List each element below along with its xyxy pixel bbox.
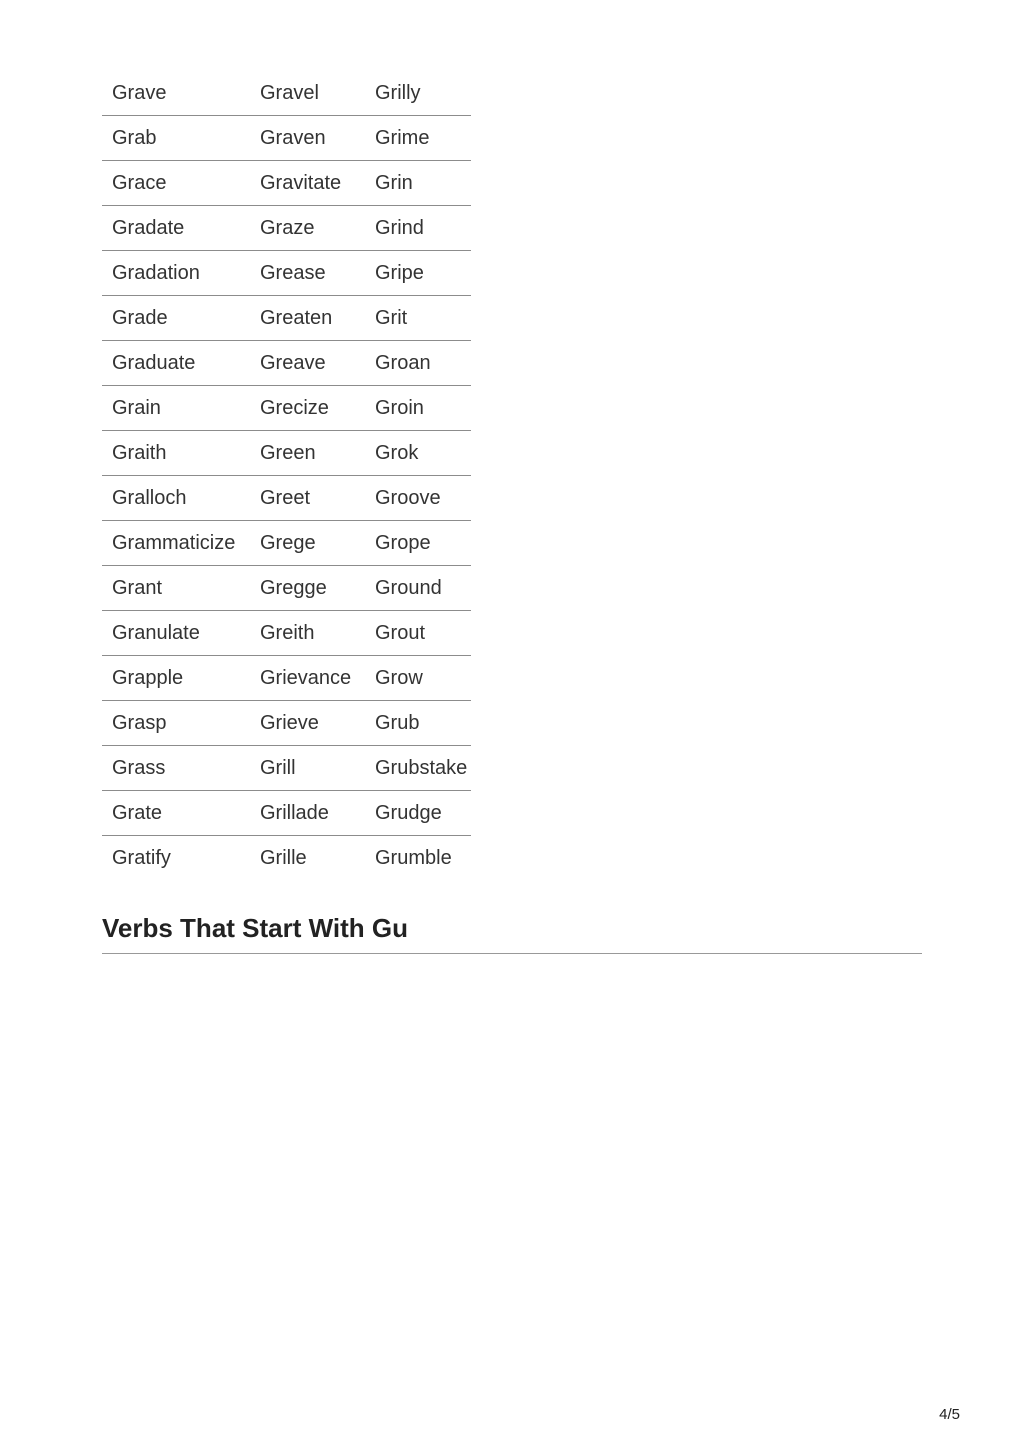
word-cell: Grade: [102, 296, 250, 341]
word-cell: Gripe: [365, 251, 471, 296]
word-cell: Grapple: [102, 656, 250, 701]
page-number: 4/5: [939, 1406, 960, 1423]
word-cell: Gratify: [112, 846, 171, 869]
word-cell: Grilly: [365, 71, 471, 116]
word-cell: Grant: [102, 566, 250, 611]
table-row: [102, 161, 471, 206]
word-table: [102, 71, 471, 880]
word-cell: Grass: [102, 746, 250, 791]
word-cell: Grain: [102, 386, 250, 431]
word-cell: Grumble: [375, 846, 452, 869]
word-cell: Groin: [365, 386, 471, 431]
table-row: [102, 611, 471, 656]
word-cell: Grok: [365, 431, 471, 476]
table-row: [102, 566, 471, 611]
word-cell: Graduate: [102, 341, 250, 386]
word-cell: Groan: [365, 341, 471, 386]
word-cell: Grille: [260, 846, 307, 869]
word-cell: Grubstake: [365, 746, 471, 791]
table-row: [102, 476, 471, 521]
word-cell: Graven: [250, 116, 365, 161]
word-cell: Granulate: [102, 611, 250, 656]
word-cell: Grave: [102, 71, 250, 116]
word-cell: Gradation: [102, 251, 250, 296]
word-cell: Grillade: [250, 791, 365, 836]
table-row: [102, 71, 471, 116]
word-cell: Grecize: [250, 386, 365, 431]
word-cell: Grind: [365, 206, 471, 251]
table-row: [102, 656, 471, 701]
word-cell: Graith: [102, 431, 250, 476]
section-heading: Verbs That Start With Gu: [102, 912, 922, 954]
word-cell: Grasp: [102, 701, 250, 746]
word-cell: Grab: [102, 116, 250, 161]
table-row: [102, 341, 471, 386]
word-cell: Greave: [250, 341, 365, 386]
table-row: [102, 431, 471, 476]
word-cell: Groove: [365, 476, 471, 521]
word-cell: Grieve: [250, 701, 365, 746]
word-cell: Grate: [102, 791, 250, 836]
word-cell: Gralloch: [102, 476, 250, 521]
word-cell: Grit: [365, 296, 471, 341]
word-cell: Grace: [102, 161, 250, 206]
word-cell: Green: [250, 431, 365, 476]
table-row: [102, 836, 471, 881]
word-cell: Greet: [250, 476, 365, 521]
table-row: [102, 791, 471, 836]
word-cell: Grow: [365, 656, 471, 701]
word-cell: Gravitate: [250, 161, 365, 206]
word-cell: Ground: [365, 566, 471, 611]
word-cell: Grudge: [365, 791, 471, 836]
word-cell: Grope: [365, 521, 471, 566]
word-cell: Grin: [365, 161, 471, 206]
word-cell: Grime: [365, 116, 471, 161]
table-row: [102, 206, 471, 251]
word-cell: Greaten: [250, 296, 365, 341]
word-cell: Grease: [250, 251, 365, 296]
table-row: [102, 116, 471, 161]
word-cell: Greith: [250, 611, 365, 656]
word-cell: Grill: [250, 746, 365, 791]
word-cell: Gravel: [250, 71, 365, 116]
word-cell: Grege: [250, 521, 365, 566]
table-row: [102, 251, 471, 296]
word-cell: Grout: [365, 611, 471, 656]
table-row: [102, 296, 471, 341]
table-row: [102, 746, 471, 791]
word-cell: Gregge: [250, 566, 365, 611]
word-table-body: [102, 71, 471, 880]
word-cell: Gradate: [102, 206, 250, 251]
table-row: [102, 521, 471, 566]
word-cell: Grievance: [250, 656, 365, 701]
table-row: [102, 701, 471, 746]
word-cell: Grammaticize: [102, 521, 250, 566]
table-row: [102, 386, 471, 431]
word-cell: Graze: [250, 206, 365, 251]
word-cell: Grub: [365, 701, 471, 746]
